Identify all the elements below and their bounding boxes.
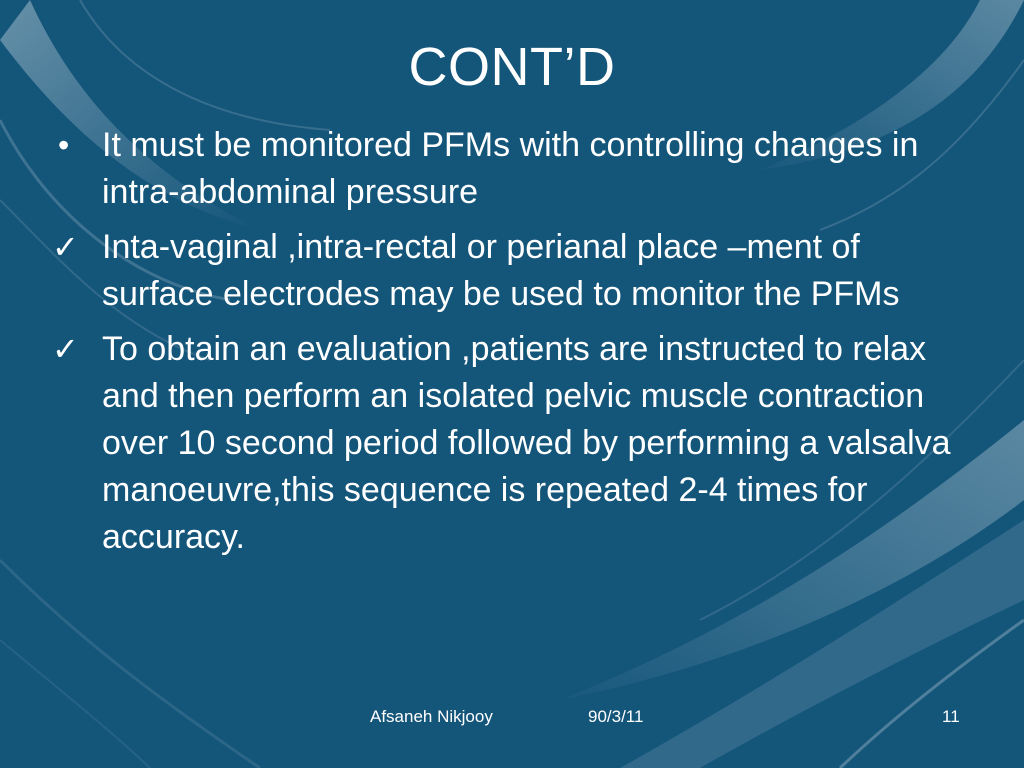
bullet-text: Inta-vaginal ,intra-rectal or perianal place –ment of surface electrodes may be used to monitor the PFMs — [102, 228, 900, 313]
slide-title: CONT’D — [408, 37, 616, 97]
slide-number: 11 — [942, 707, 960, 726]
footer-author: Afsaneh Nikjooy — [370, 707, 493, 726]
bullet-text: To obtain an evaluation ,patients are instructed to relax and then perform an isolated pelvic muscle contraction over 10 second period followed by performing a valsalva manoeuvre,this sequence is repeated 2-4 times for accuracy. — [102, 330, 951, 556]
checkmark-icon: ✓ — [52, 331, 79, 367]
bullet-item — [52, 224, 962, 318]
bullet-item — [52, 122, 962, 216]
checkmark-icon: ✓ — [52, 229, 79, 265]
bullet-list — [52, 122, 962, 569]
bullet-text: It must be monitored PFMs with controlling changes in intra-abdominal pressure — [102, 126, 919, 211]
bullet-dot-icon: • — [58, 127, 70, 163]
footer-date: 90/3/11 — [588, 707, 644, 726]
bullet-item — [52, 326, 962, 561]
